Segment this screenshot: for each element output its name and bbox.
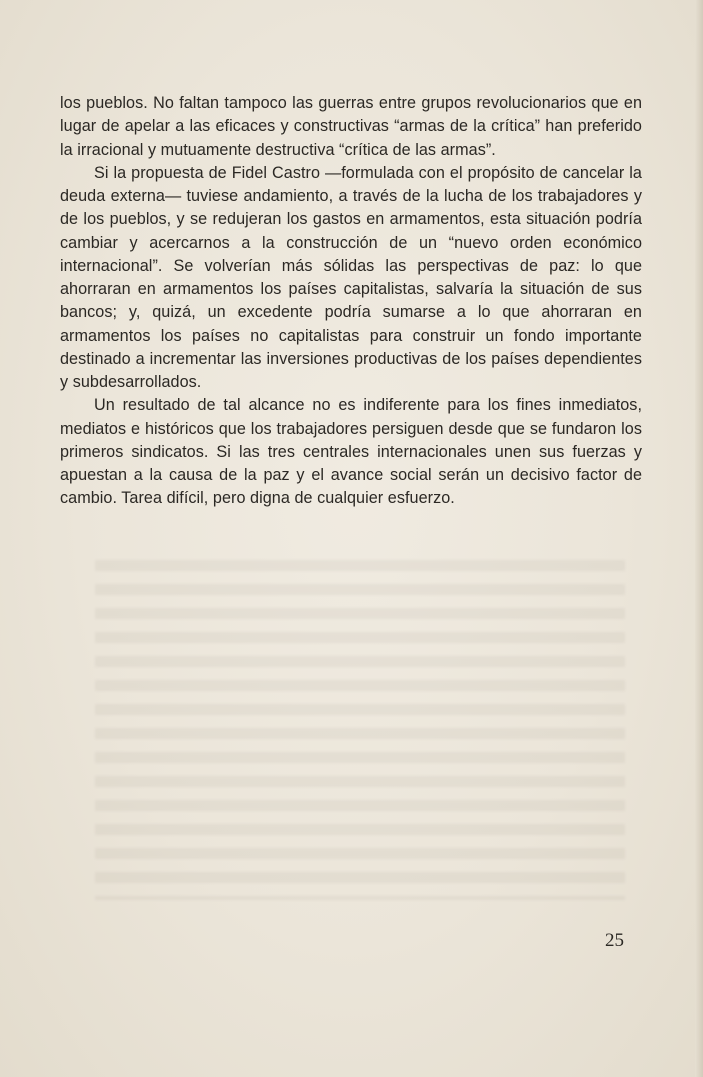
bleed-through-text — [95, 560, 625, 900]
paragraph-1: los pueblos. No faltan tampoco las guerras entre grupos revolucionarios que en lugar de apelar a las eficaces y constructivas “armas de la crítica” han preferido la irracional y mutuamente destructiva “crítica de las armas”. — [60, 94, 642, 159]
paragraph-3: Un resultado de tal alcance no es indiferente para los fines inmediatos, mediatos e históricos que los trabajadores persiguen desde que se fundaron los primeros sindicatos. Si las tres centrales internacionales unen sus fuerzas y apuestan a la causa de la paz y el avance social serán un decisivo factor de cambio. Tarea difícil, pero digna de cualquier esfuerzo. — [60, 396, 642, 508]
body-text — [60, 92, 642, 511]
page-number: 25 — [605, 930, 624, 951]
paragraph-2: Si la propuesta de Fidel Castro —formulada con el propósito de cancelar la deuda externa— tuviese andamiento, a través de la lucha de los trabajadores y de los pueblos, y se redujeran los gastos en armamentos, esta situación podría cambiar y acercarnos a la construcción de un “nuevo orden económico internacional”. Se volverían más sólidas las perspectivas de paz: lo que ahorraran en armamentos los países capitalistas, salvaría la situación de sus bancos; y, quizá, un excedente podría sumarse a lo que ahorraran en armamentos los países no capitalistas para construir un fondo importante destinado a incrementar las inversiones productivas de los países dependientes y subdesarrollados. — [60, 163, 642, 391]
page-edge-shadow — [695, 0, 703, 1077]
